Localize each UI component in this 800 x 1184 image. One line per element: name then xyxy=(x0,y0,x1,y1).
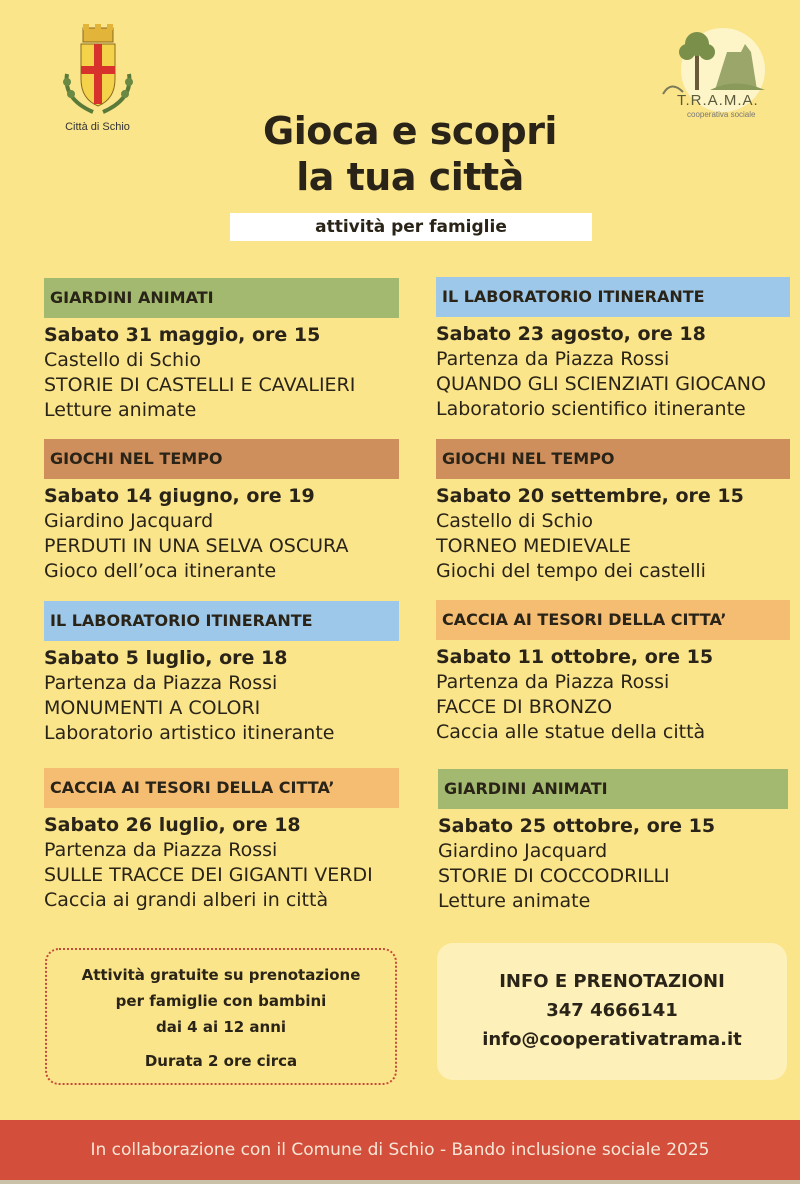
footer-banner xyxy=(0,1120,800,1184)
event-date: Sabato 11 ottobre, ore 15 xyxy=(436,646,714,668)
contact-info-box xyxy=(437,943,787,1080)
event-date: Sabato 25 ottobre, ore 15 xyxy=(438,815,716,837)
event-place: Partenza da Piazza Rossi xyxy=(436,348,670,370)
city-logo xyxy=(50,24,145,133)
event-right-3 xyxy=(436,600,790,745)
event-category: GIARDINI ANIMATI xyxy=(44,278,399,318)
info-duration: Durata 2 ore circa xyxy=(144,1052,298,1070)
event-name: TORNEO MEDIEVALE xyxy=(436,535,631,557)
activity-info-box xyxy=(45,948,397,1085)
footer-text: In collaborazione con il Comune di Schio - Bando inclusione sociale 2025 xyxy=(90,1140,710,1160)
city-logo-caption: Città di Schio xyxy=(65,121,130,133)
event-date: Sabato 20 settembre, ore 15 xyxy=(436,485,744,507)
event-place: Partenza da Piazza Rossi xyxy=(44,839,278,861)
event-name: STORIE DI COCCODRILLI xyxy=(438,865,670,887)
event-place: Giardino Jacquard xyxy=(438,840,608,862)
event-date: Sabato 23 agosto, ore 18 xyxy=(436,323,706,345)
event-description: Caccia ai grandi alberi in città xyxy=(44,889,329,911)
event-category: IL LABORATORIO ITINERANTE xyxy=(44,601,399,641)
info-line-1: Attività gratuite su prenotazione xyxy=(81,966,361,984)
info-line-2: per famiglie con bambini xyxy=(115,992,327,1010)
event-right-1 xyxy=(436,277,790,422)
event-description: Laboratorio artistico itinerante xyxy=(44,722,335,744)
event-description: Caccia alle statue della città xyxy=(436,721,706,743)
event-name: SULLE TRACCE DEI GIGANTI VERDI xyxy=(44,864,373,886)
contact-phone[interactable]: 347 4666141 xyxy=(546,1000,678,1021)
event-place: Castello di Schio xyxy=(44,349,202,371)
event-place: Castello di Schio xyxy=(436,510,594,532)
city-crest-icon xyxy=(53,24,143,119)
event-name: STORIE DI CASTELLI E CAVALIERI xyxy=(44,374,356,396)
event-date: Sabato 14 giugno, ore 19 xyxy=(44,485,315,507)
event-right-4 xyxy=(438,769,788,914)
event-date: Sabato 5 luglio, ore 18 xyxy=(44,647,288,669)
contact-title: INFO E PRENOTAZIONI xyxy=(499,971,725,992)
event-date: Sabato 26 luglio, ore 18 xyxy=(44,814,301,836)
event-left-3 xyxy=(44,601,399,746)
event-description: Letture animate xyxy=(44,399,197,421)
info-line-3: dai 4 ai 12 anni xyxy=(155,1018,287,1036)
title-line-1: Gioca e scopri xyxy=(263,109,557,153)
event-left-4 xyxy=(44,768,399,913)
event-place: Giardino Jacquard xyxy=(44,510,214,532)
event-description: Giochi del tempo dei castelli xyxy=(436,560,706,582)
page-title xyxy=(170,108,650,200)
event-description: Letture animate xyxy=(438,890,591,912)
event-category: GIOCHI NEL TEMPO xyxy=(44,439,399,479)
event-category: CACCIA AI TESORI DELLA CITTA’ xyxy=(436,600,790,640)
trama-logo-subtitle: cooperativa sociale xyxy=(687,110,756,119)
event-place: Partenza da Piazza Rossi xyxy=(436,671,670,693)
event-description: Laboratorio scientifico itinerante xyxy=(436,398,746,420)
event-left-2 xyxy=(44,439,399,584)
contact-email[interactable]: info@cooperativatrama.it xyxy=(482,1029,742,1050)
subtitle: attività per famiglie xyxy=(230,213,592,241)
event-right-2 xyxy=(436,439,790,584)
title-line-2: la tua città xyxy=(296,155,524,199)
event-category: GIOCHI NEL TEMPO xyxy=(436,439,790,479)
event-category: IL LABORATORIO ITINERANTE xyxy=(436,277,790,317)
event-name: PERDUTI IN UNA SELVA OSCURA xyxy=(44,535,349,557)
trama-logo-name: T.R.A.M.A. xyxy=(677,92,759,109)
event-place: Partenza da Piazza Rossi xyxy=(44,672,278,694)
event-left-1 xyxy=(44,278,399,423)
event-description: Gioco dell’oca itinerante xyxy=(44,560,277,582)
event-name: FACCE DI BRONZO xyxy=(436,696,613,718)
event-date: Sabato 31 maggio, ore 15 xyxy=(44,324,321,346)
event-category: CACCIA AI TESORI DELLA CITTA’ xyxy=(44,768,399,808)
event-name: MONUMENTI A COLORI xyxy=(44,697,261,719)
footer-divider xyxy=(0,1180,800,1184)
event-category: GIARDINI ANIMATI xyxy=(438,769,788,809)
event-name: QUANDO GLI SCIENZIATI GIOCANO xyxy=(436,373,766,395)
trama-logo xyxy=(655,22,785,121)
